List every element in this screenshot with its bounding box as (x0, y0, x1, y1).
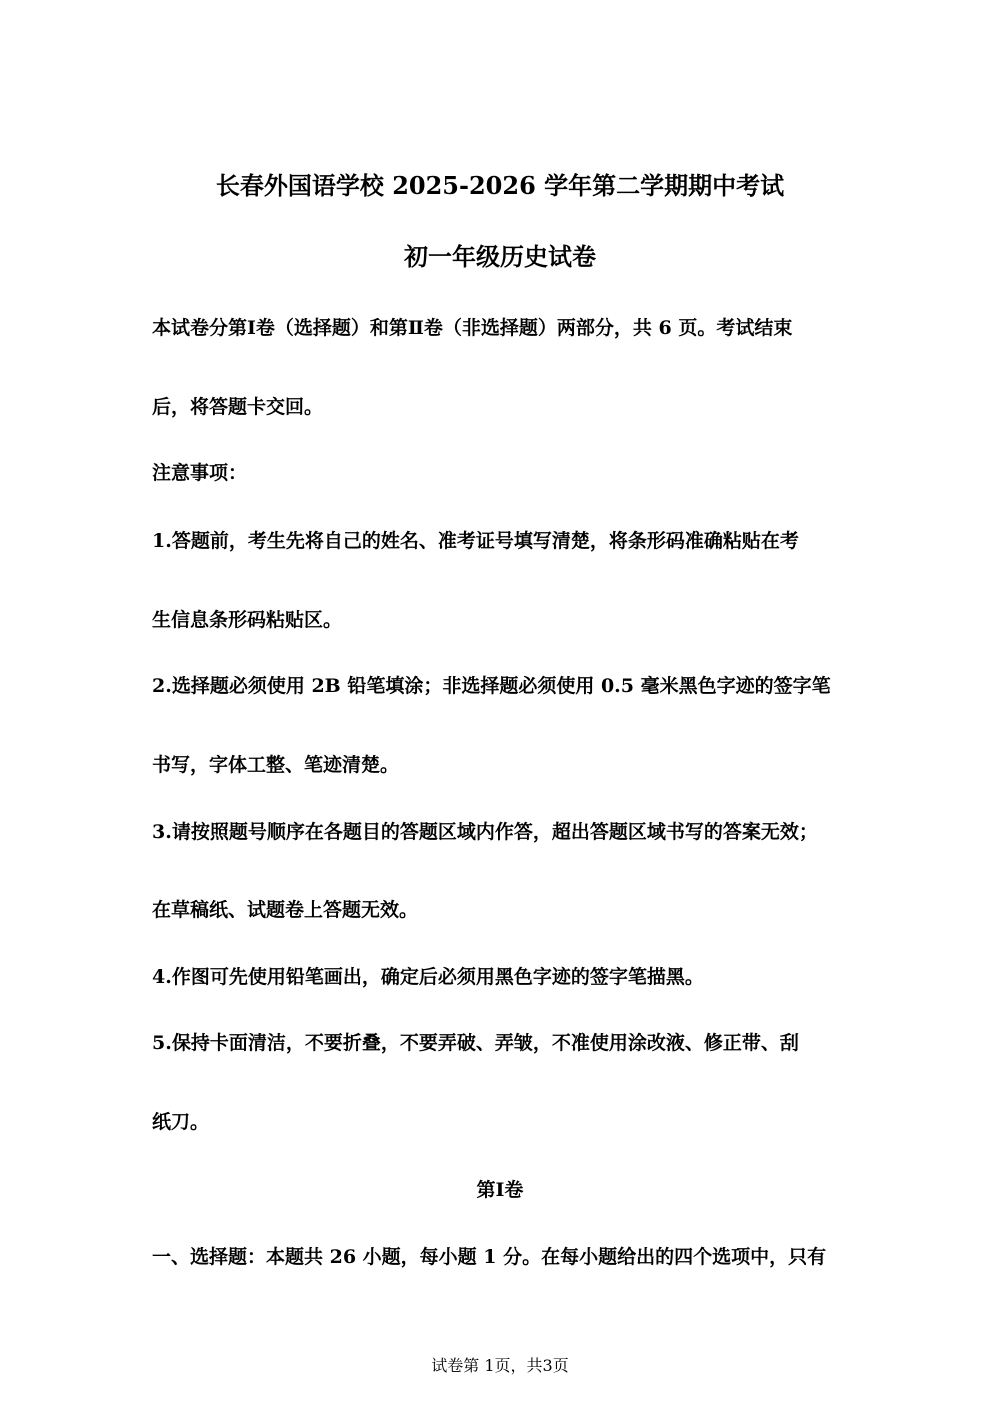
notes-heading: 注意事项： (152, 462, 248, 484)
notes-item: 1.答题前，考生先将自己的姓名、准考证号填写清楚，将条形码准确粘贴在考 (152, 530, 799, 552)
notes-item: 4.作图可先使用铅笔画出，确定后必须用黑色字迹的签字笔描黑。 (152, 966, 704, 988)
section-heading: 第Ⅰ卷 (476, 1179, 524, 1201)
intro-line: 本试卷分第Ⅰ卷（选择题）和第Ⅱ卷（非选择题）两部分，共 6 页。考试结束 (152, 317, 793, 339)
exam-title: 长春外国语学校 2025-2026 学年第二学期期中考试 (215, 171, 785, 200)
notes-item: 3.请按照题号顺序在各题目的答题区域内作答，超出答题区域书写的答案无效； (152, 821, 818, 843)
notes-item: 生信息条形码粘贴区。 (152, 609, 343, 631)
exam-subtitle: 初一年级历史试卷 (404, 242, 596, 271)
notes-item: 书写，字体工整、笔迹清楚。 (152, 754, 400, 776)
question-intro: 一、选择题：本题共 26 小题，每小题 1 分。在每小题给出的四个选项中，只有 (152, 1246, 827, 1268)
notes-item: 纸刀。 (152, 1111, 210, 1133)
intro-line: 后，将答题卡交回。 (152, 396, 324, 418)
page-footer: 试卷第 1页，共3页 (431, 1356, 569, 1375)
notes-item: 在草稿纸、试题卷上答题无效。 (152, 899, 419, 921)
notes-item: 2.选择题必须使用 2B 铅笔填涂；非选择题必须使用 0.5 毫米黑色字迹的签字笔 (152, 675, 831, 697)
notes-item: 5.保持卡面清洁，不要折叠，不要弄破、弄皱，不准使用涂改液、修正带、刮 (152, 1032, 799, 1054)
